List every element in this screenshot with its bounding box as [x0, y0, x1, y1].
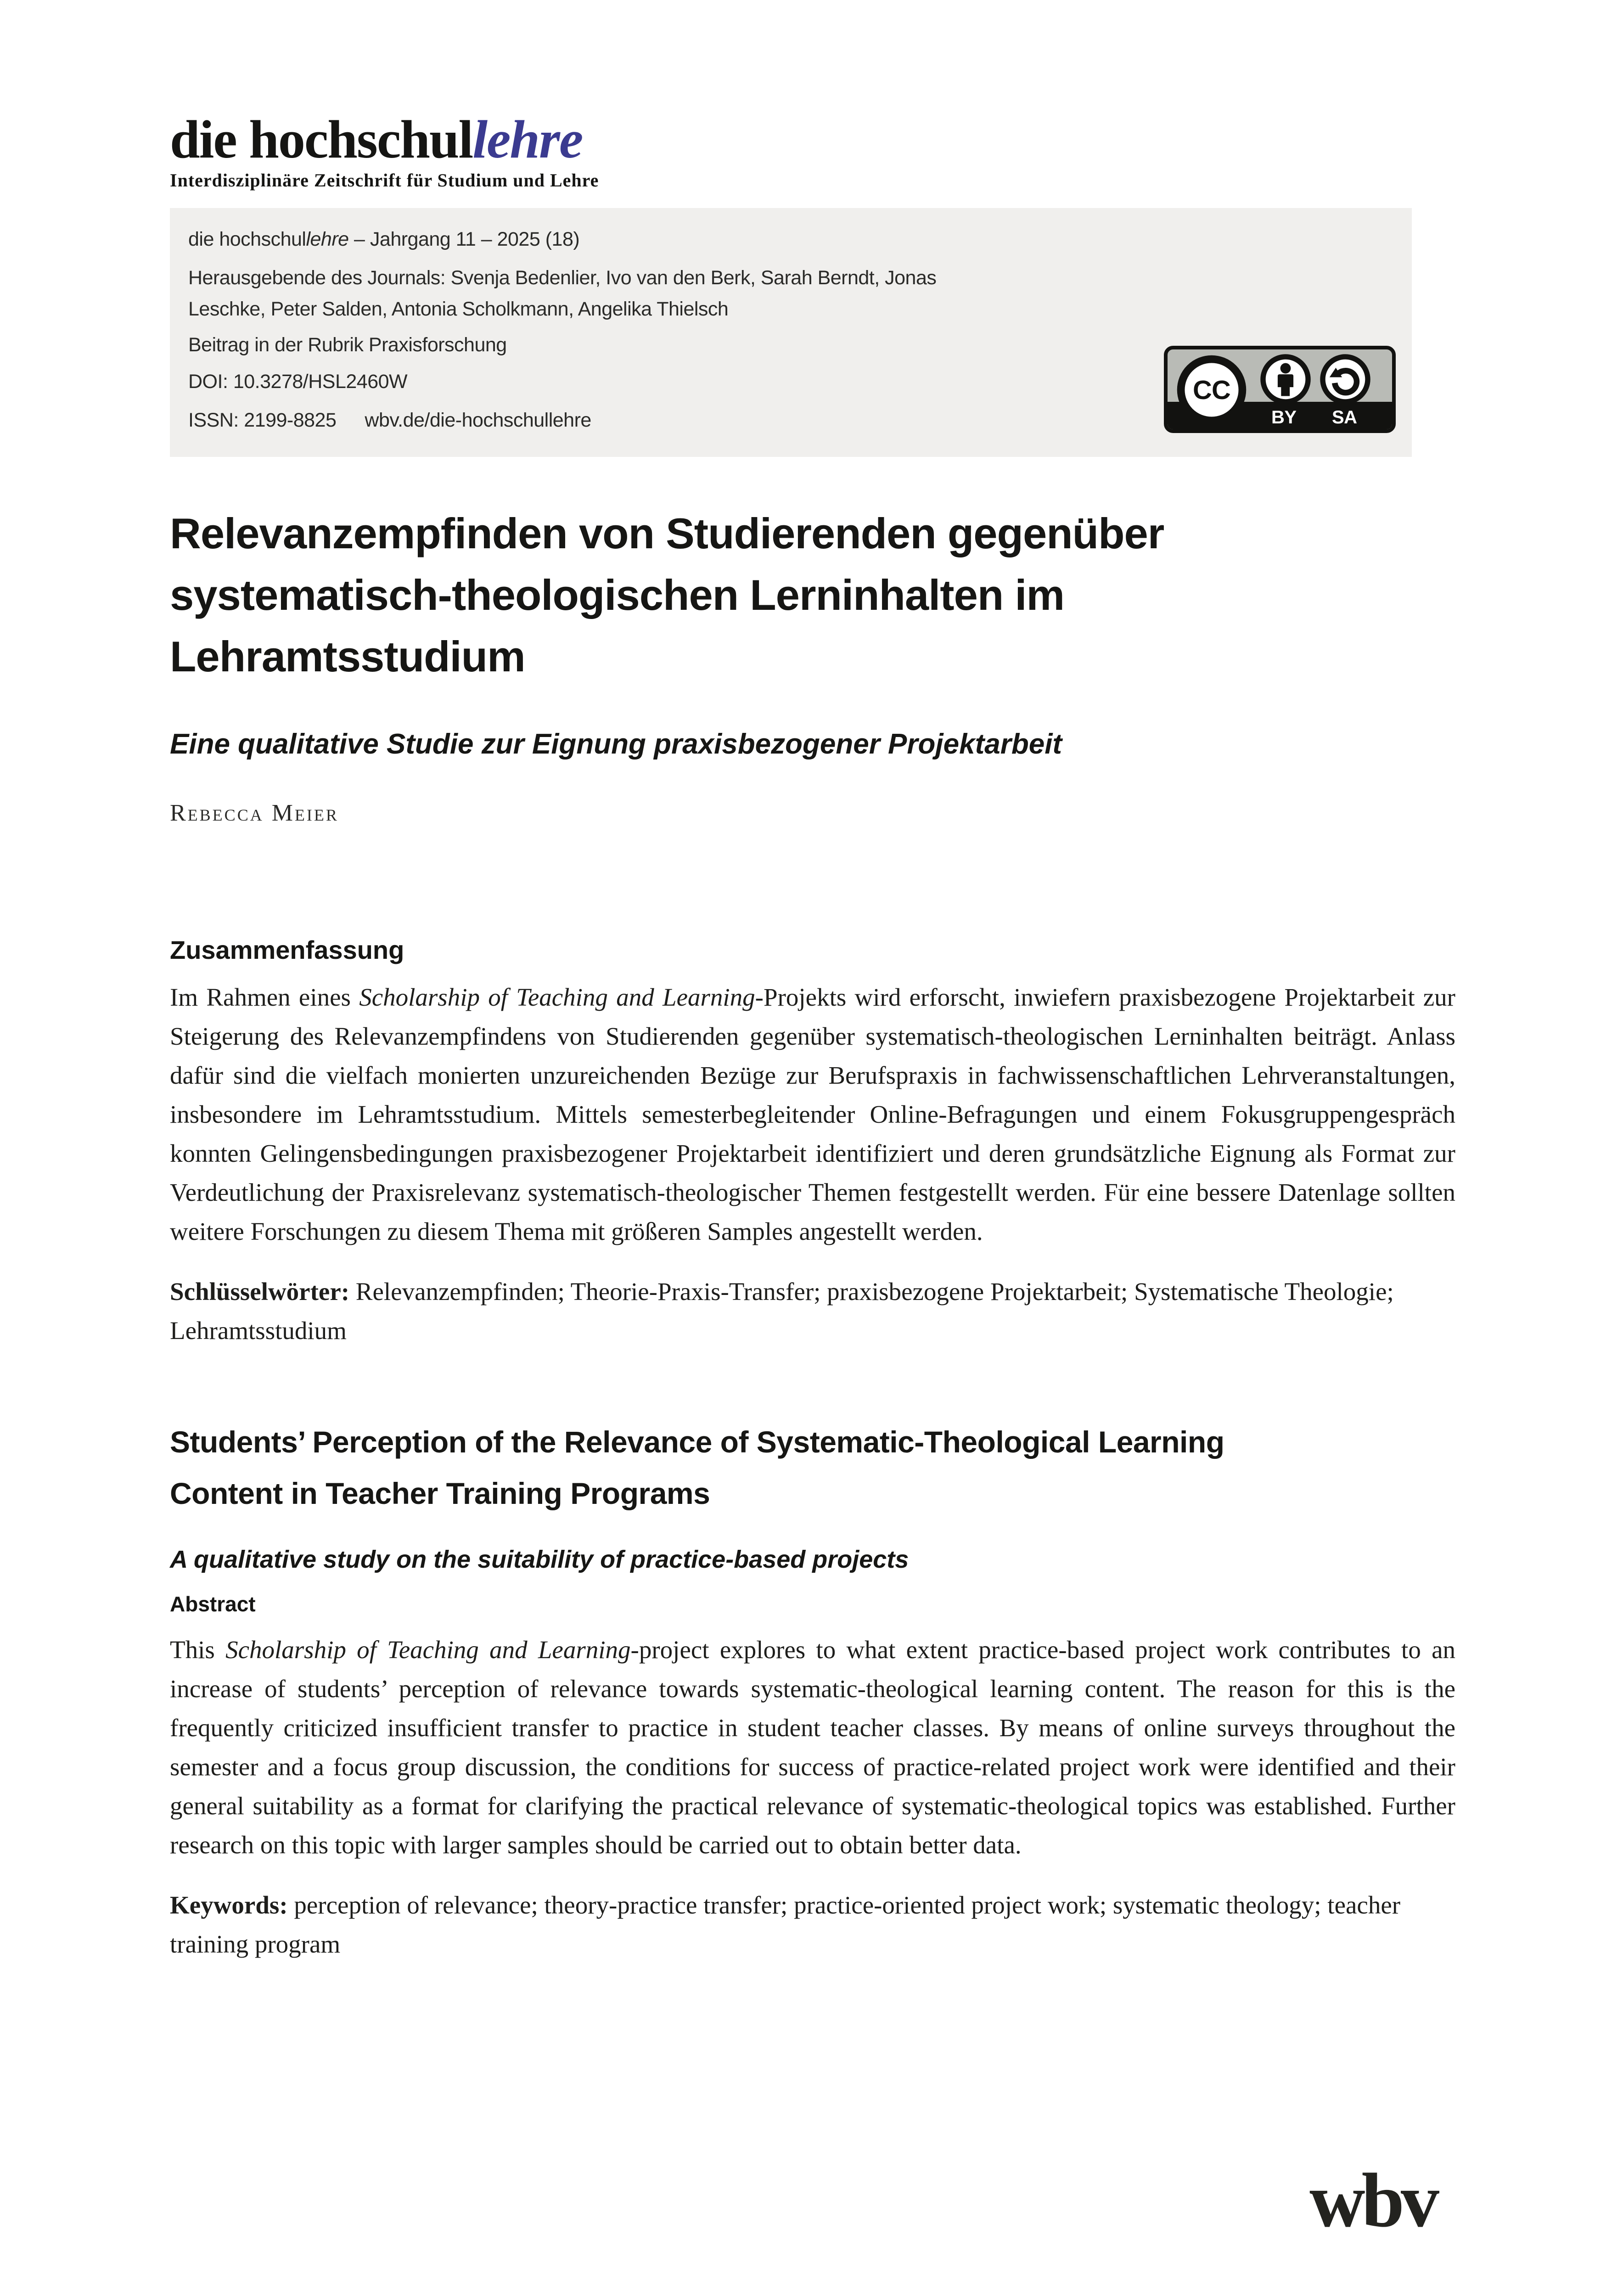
- journal-tagline: Interdisziplinäre Zeitschrift für Studium und Lehre: [170, 170, 599, 191]
- cc-by-sa-badge: [1164, 346, 1396, 433]
- author-name: Rebecca Meier: [170, 800, 339, 827]
- keywords-de-label: Schlüsselwörter:: [170, 1277, 350, 1306]
- abstract-en-heading: Abstract: [170, 1592, 256, 1616]
- journal-brand: [170, 109, 1455, 191]
- creative-commons-icon: [1177, 355, 1247, 425]
- journal-issue-line: die hochschullehre – Jahrgang 11 – 2025 (18): [188, 228, 580, 250]
- doi-line: DOI: 10.3278/HSL2460W: [188, 371, 408, 393]
- editors-line: Herausgebende des Journals: Svenja Bedenlier, Ivo van den Berk, Sarah Berndt, Jonas Leschke, Peter Salden, Antonia Scholkmann, Angelika Thielsch: [188, 267, 937, 320]
- abstract-de-heading: Zusammenfassung: [170, 935, 404, 965]
- keywords-en-label: Keywords:: [170, 1891, 288, 1919]
- attribution-person-icon: [1259, 353, 1312, 405]
- journal-logo-accent: lehre: [472, 109, 583, 169]
- share-alike-arrow-icon: [1319, 353, 1371, 405]
- keywords-en: [170, 1885, 1455, 1964]
- issn-number: ISSN: 2199-8825: [188, 409, 337, 431]
- article-title-en: Students’ Perception of the Relevance of Systematic-Theological Learning Content in Teacher Training Programs: [170, 1424, 1224, 1510]
- journal-info-box: [170, 208, 1412, 457]
- rubric-line: Beitrag in der Rubrik Praxisforschung: [188, 334, 507, 356]
- journal-logo-main: die hochschul: [170, 109, 473, 169]
- keywords-en-list: perception of relevance; theory-practice transfer; practice-oriented project work; systematic theology; teacher training program: [170, 1891, 1401, 1958]
- keywords-de: [170, 1272, 1455, 1350]
- by-label: BY: [1271, 407, 1297, 428]
- article-subtitle-en: A qualitative study on the suitability of practice-based projects: [170, 1545, 909, 1573]
- abstract-de-text: Im Rahmen eines Scholarship of Teaching and Learning-Projekts wird erforscht, inwiefern praxisbezogene Projektarbeit zur Steigerung des Relevanzempfindens von Studierenden gegenüber systematisch-theologischen Lerninhalten beiträgt. Anlass dafür sind die vielfach monierten unzureichenden Bezüge zur Berufspraxis in fachwissenschaftlichen Lehrveranstaltungen, insbesondere im Lehramtsstudium. Mittels semesterbegleitender Online-Befragungen und einem Fokusgruppengespräch konnten Gelingensbedingungen praxisbezogener Projektarbeit identifiziert und deren grundsätzliche Eignung als Format zur Verdeutlichung der Praxisrelevanz systematisch-theologischer Themen festgestellt werden. Für eine bessere Datenlage sollten weitere Forschungen zu diesem Thema mit größeren Samples angestellt werden.: [170, 983, 1455, 1245]
- abstract-en-text: This Scholarship of Teaching and Learning-project explores to what extent practice-based project work contributes to an increase of students’ perception of relevance towards systematic-theological learning content. The reason for this is the frequently criticized insufficient transfer to practice in student teacher classes. By means of online surveys throughout the semester and a focus group discussion, the conditions for success of practice-related project work were identified and their general suitability as a format for clarifying the practical relevance of systematic-theological topics was established. Further research on this topic with larger samples should be carried out to obtain better data.: [170, 1636, 1456, 1859]
- article-title-de: Relevanzempfinden von Studierenden gegenüber systematisch-theologischen Lerninhalten im Lehramtsstudium: [170, 509, 1164, 681]
- article-subtitle-de: Eine qualitative Studie zur Eignung praxisbezogener Projektarbeit: [170, 728, 1062, 760]
- svg-text:CC: CC: [1193, 375, 1230, 405]
- journal-logo: [170, 109, 1455, 169]
- keywords-de-list: Relevanzempfinden; Theorie-Praxis-Transfer; praxisbezogene Projektarbeit; Systematische Theologie; Lehramtsstudium: [170, 1277, 1394, 1345]
- sa-label: SA: [1332, 407, 1357, 428]
- journal-url: wbv.de/die-hochschullehre: [365, 409, 591, 431]
- page-content: [170, 0, 1455, 1964]
- publisher-logo-wbv: wbv: [1309, 2158, 1436, 2243]
